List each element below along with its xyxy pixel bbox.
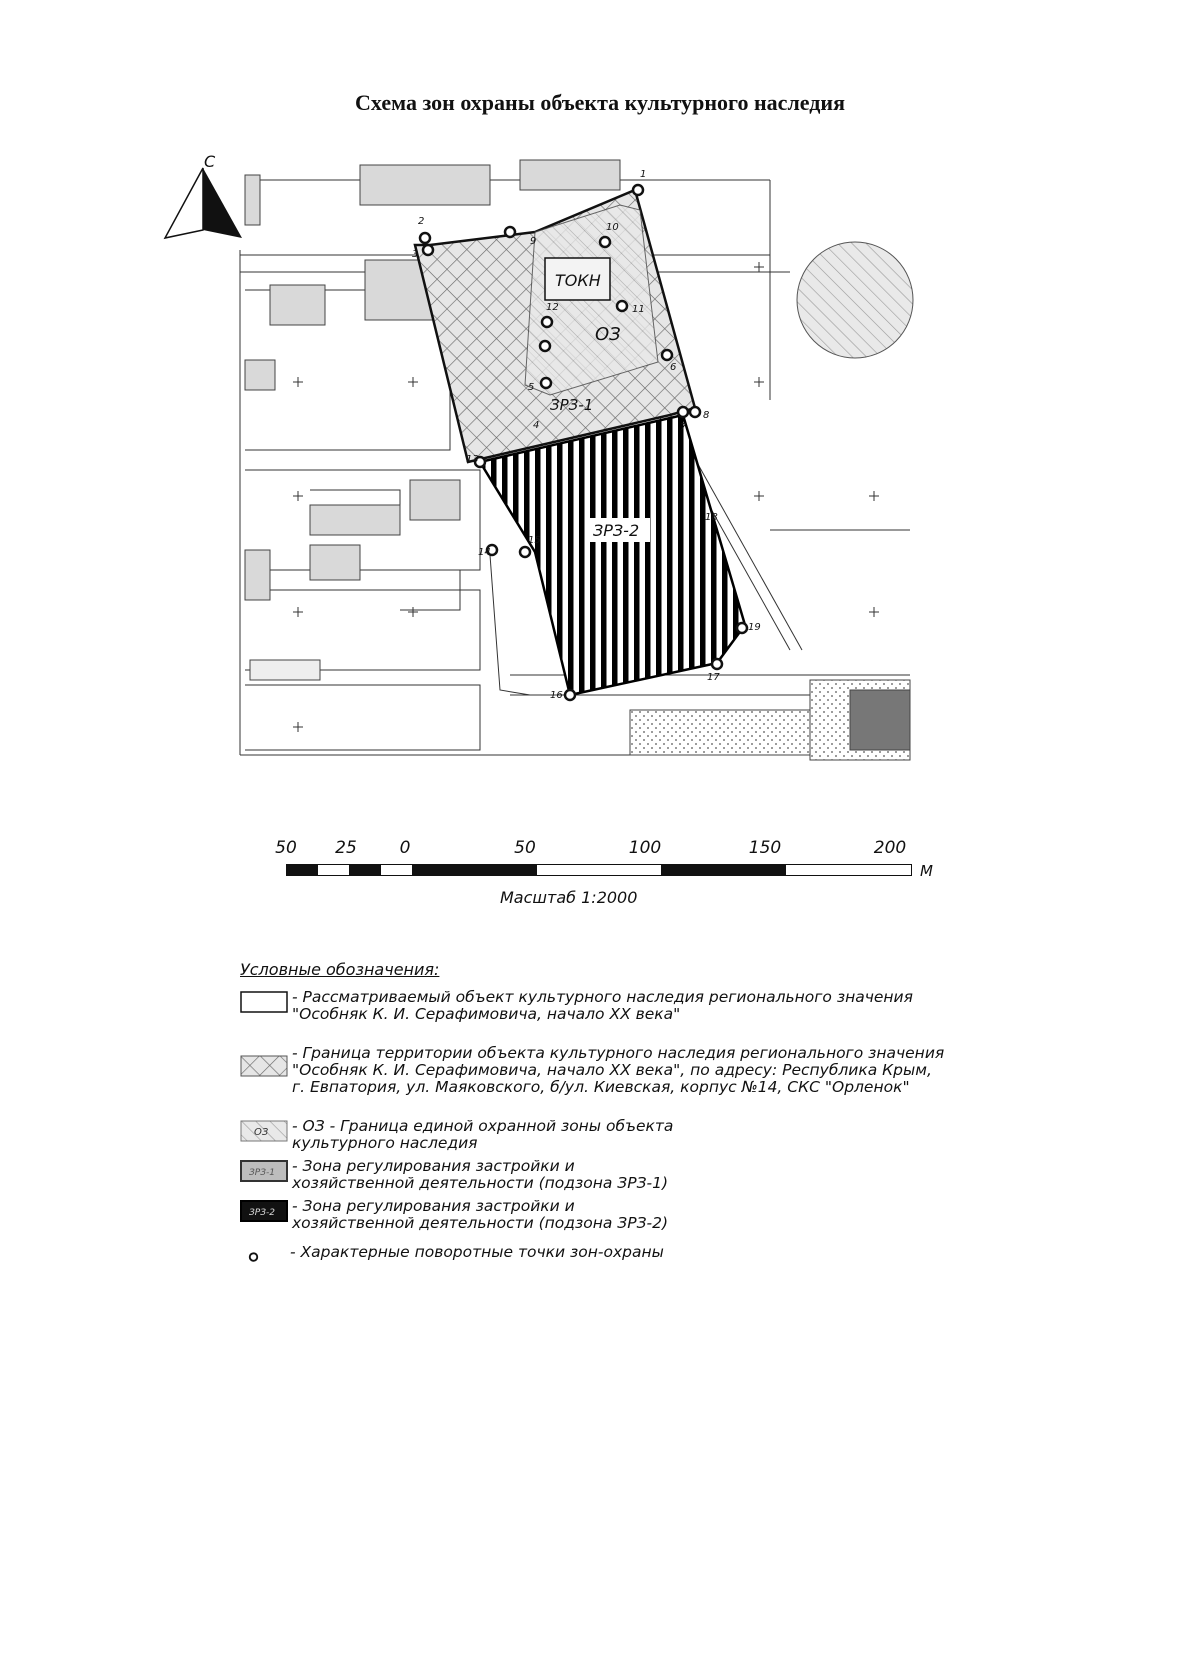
point-number: 7 — [680, 422, 687, 433]
point-number: 18 — [705, 512, 718, 523]
point-number: 15 — [528, 535, 541, 546]
legend-text-line: - Зона регулирования застройки и — [292, 1197, 575, 1215]
legend-swatch-zrz1 — [240, 1160, 288, 1182]
legend-swatch-object — [240, 991, 288, 1013]
legend-swatch-label: ЗРЗ-1 — [249, 1168, 275, 1178]
legend-text-line: - Характерные поворотные точки зон-охраны — [290, 1243, 664, 1261]
legend-text-line: - Зона регулирования застройки и — [292, 1157, 575, 1175]
scale-tick: 100 — [628, 838, 662, 858]
point-number: 19 — [748, 622, 761, 633]
north-label: С — [204, 152, 216, 171]
legend-swatch-oz — [240, 1120, 288, 1142]
label-zrz1: ЗРЗ-1 — [550, 396, 594, 414]
point-number: 5 — [528, 382, 535, 393]
legend-text-line: - Рассматриваемый объект культурного наследия регионального значения — [292, 988, 913, 1006]
legend-swatch-zrz2 — [240, 1200, 288, 1222]
legend — [240, 960, 1060, 1268]
point-number: 6 — [670, 362, 677, 373]
point-number: 10 — [606, 222, 619, 233]
label-tokn: ТОКН — [555, 271, 601, 290]
scale-tick: 25 — [335, 838, 357, 858]
legend-text-line: г. Евпатория, ул. Маяковского, б/ул. Киевская, корпус №14, СКС "Орленок" — [292, 1078, 910, 1096]
point-number: 9 — [530, 236, 537, 247]
legend-item-oz — [240, 1118, 1060, 1152]
legend-item-zrz1 — [240, 1158, 1060, 1192]
legend-swatch-territory — [240, 1055, 288, 1077]
scale-tick: 0 — [399, 838, 411, 858]
legend-title: Условные обозначения: — [240, 960, 440, 979]
point-number: 2 — [418, 216, 425, 227]
scale-unit: М — [920, 862, 933, 880]
scale-tick: 200 — [873, 838, 907, 858]
turning-point-icon — [240, 1246, 276, 1268]
legend-item-points — [240, 1244, 1060, 1268]
scale-tick: 50 — [275, 838, 297, 858]
legend-item-zrz2 — [240, 1198, 1060, 1232]
label-zrz2: ЗРЗ-2 — [593, 521, 640, 540]
page-title: Схема зон охраны объекта культурного наследия — [355, 90, 845, 115]
legend-text-line: "Особняк К. И. Серафимовича, начало XX века", по адресу: Республика Крым, — [292, 1061, 932, 1079]
point-number: 8 — [703, 410, 710, 421]
point-number: 11 — [632, 304, 645, 315]
legend-item-object — [240, 989, 1060, 1023]
label-oz: ОЗ — [595, 324, 621, 345]
scale-tick: 150 — [748, 838, 782, 858]
legend-text-line: хозяйственной деятельности (подзона ЗРЗ-2) — [292, 1214, 669, 1232]
point-number: 1 — [640, 169, 647, 180]
point-number: 4 — [533, 420, 540, 431]
point-number: 14 — [478, 547, 491, 558]
point-number: 12 — [546, 302, 559, 313]
legend-text-line: хозяйственной деятельности (подзона ЗРЗ-1) — [292, 1174, 669, 1192]
legend-swatch-label: ЗРЗ-2 — [249, 1208, 275, 1218]
legend-text-line: - ОЗ - Граница единой охранной зоны объекта — [292, 1117, 674, 1135]
scale-bar — [286, 864, 912, 876]
legend-swatch-label: ОЗ — [254, 1127, 269, 1138]
scale-bar-section — [250, 838, 950, 918]
legend-text-line: культурного наследия — [292, 1134, 478, 1152]
point-number: 3 — [412, 249, 419, 260]
point-number: 16 — [550, 690, 563, 701]
point-number: 17 — [707, 672, 720, 683]
legend-text-line: - Граница территории объекта культурного наследия регионального значения — [292, 1044, 945, 1062]
scale-tick: 50 — [514, 838, 536, 858]
scale-caption: Масштаб 1:2000 — [500, 888, 638, 907]
legend-item-territory — [240, 1045, 1060, 1096]
legend-text-line: "Особняк К. И. Серафимовича, начало XX века" — [292, 1005, 681, 1023]
zone-map[interactable] — [150, 150, 970, 810]
point-number: 13 — [466, 454, 479, 465]
